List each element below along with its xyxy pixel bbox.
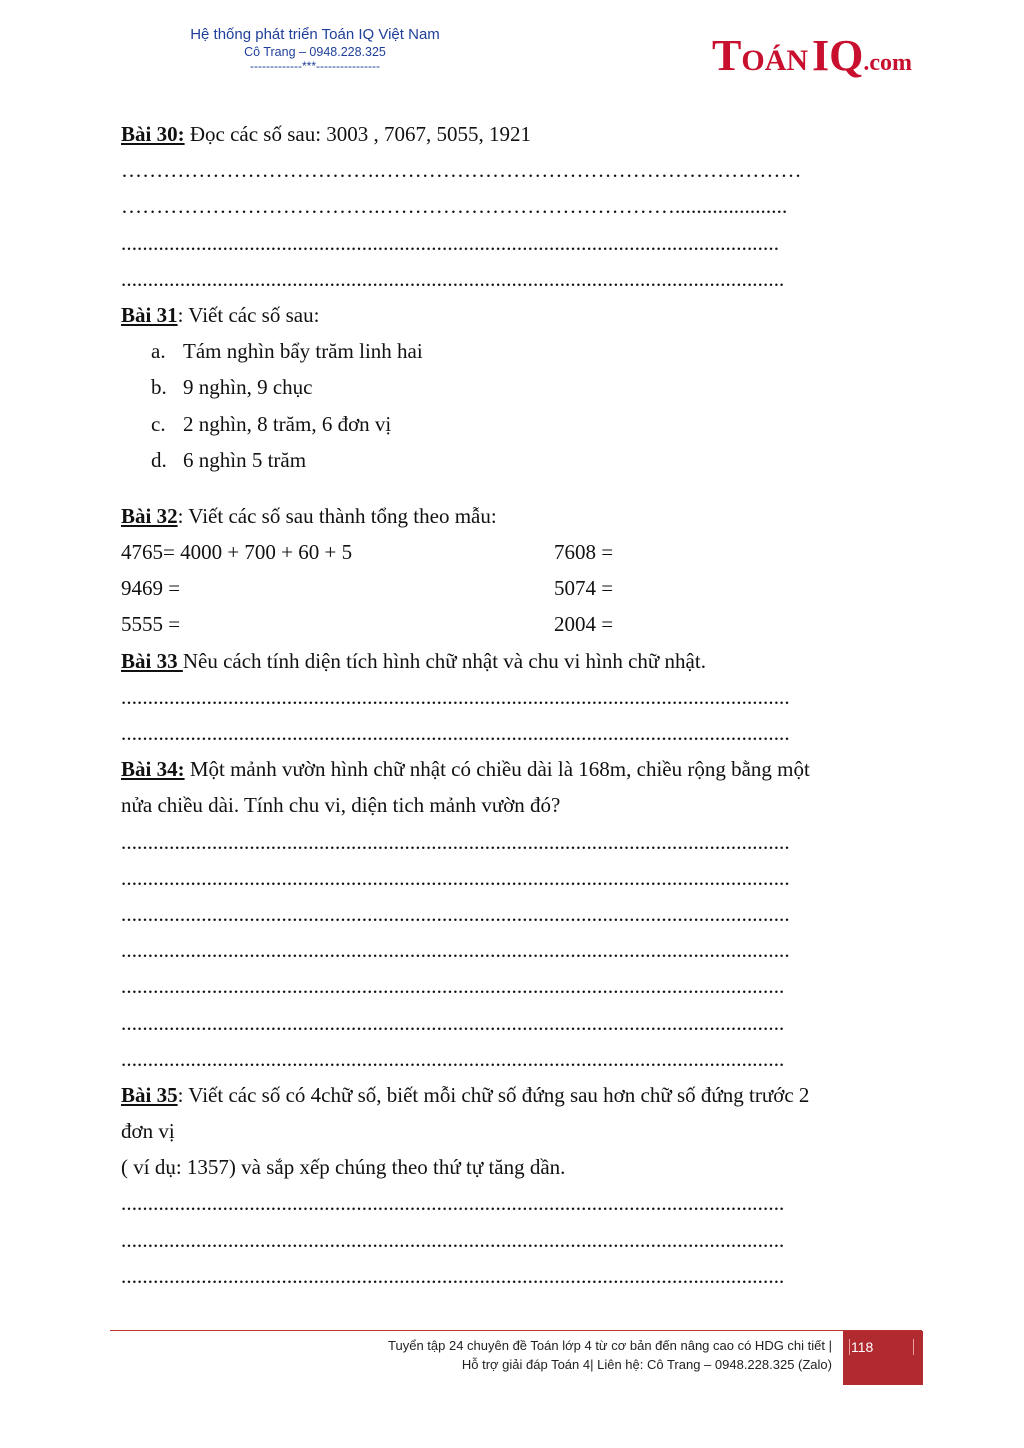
exercise-34-text-continued: nửa chiều dài. Tính chu vi, diện tich mảnh vườn đó? bbox=[121, 793, 561, 818]
answer-line: ............................................................................................................................ bbox=[121, 1227, 785, 1252]
header-divider: -------------***---------------- bbox=[250, 59, 380, 73]
page-number-box bbox=[843, 1331, 923, 1385]
answer-line: ............................................................................................................................ bbox=[121, 1010, 785, 1035]
exercise-35-label: Bài 35 bbox=[121, 1082, 178, 1107]
document-header bbox=[170, 26, 460, 72]
exercise-34-label: Bài 34: bbox=[121, 757, 185, 782]
page-box-divider bbox=[913, 1339, 914, 1355]
logo-com: .com bbox=[863, 50, 913, 76]
sum-left: 4765= 4000 + 700 + 60 + 5 bbox=[121, 540, 353, 565]
answer-line: ............................................................................................................................ bbox=[121, 266, 785, 291]
exercise-35-example: ( ví dụ: 1357) và sắp xếp chúng theo thứ tự tăng dần. bbox=[121, 1155, 566, 1180]
logo-iq: IQ bbox=[812, 31, 864, 80]
sum-right: 2004 = bbox=[554, 612, 614, 637]
answer-line: ............................................................................................................................ bbox=[121, 1046, 785, 1071]
exercise-31-text: : Viết các số sau: bbox=[177, 302, 320, 327]
exercise-35-text: : Viết các số có 4chữ số, biết mỗi chữ số đứng sau hơn chữ số đứng trước 2 bbox=[177, 1082, 810, 1107]
toan-iq-logo bbox=[712, 30, 912, 90]
list-item bbox=[121, 406, 921, 442]
answer-line: ……………………………….……………………………………..................... bbox=[121, 194, 788, 219]
list-item bbox=[121, 442, 921, 478]
answer-line: ............................................................................................................................ bbox=[121, 1263, 785, 1288]
spacer bbox=[121, 478, 921, 498]
exercise-34-heading bbox=[121, 751, 921, 787]
exercise-34-text: Một mảnh vườn hình chữ nhật có chiều dài là 168m, chiều rộng bằng một bbox=[184, 757, 810, 782]
list-item bbox=[121, 333, 921, 369]
sum-left: 5555 = bbox=[121, 612, 181, 637]
list-marker: c. bbox=[151, 411, 166, 436]
header-title: Hệ thống phát triển Toán IQ Việt Nam bbox=[190, 26, 440, 43]
list-item-text: 6 nghìn 5 trăm bbox=[183, 447, 307, 472]
list-item bbox=[121, 369, 921, 405]
footer-text bbox=[280, 1336, 832, 1374]
exercise-33-label: Bài 33 bbox=[121, 648, 183, 673]
exercise-35-text-continued: đơn vị bbox=[121, 1119, 175, 1144]
list-item-text: 9 nghìn, 9 chục bbox=[183, 375, 313, 400]
sum-row bbox=[121, 534, 921, 570]
answer-line: ............................................................................................................................ bbox=[121, 1191, 785, 1216]
footer-line-2: Hỗ trợ giải đáp Toán 4| Liên hệ: Cô Trang – 0948.228.325 (Zalo) bbox=[461, 1357, 832, 1372]
header-contact: Cô Trang – 0948.228.325 bbox=[244, 45, 386, 59]
answer-line: ............................................................................................................................. bbox=[121, 684, 790, 709]
exercise-31-label: Bài 31 bbox=[121, 302, 178, 327]
worksheet-body bbox=[121, 116, 921, 1294]
sum-row bbox=[121, 570, 921, 606]
answer-line: ............................................................................................................................. bbox=[121, 938, 790, 963]
sum-row bbox=[121, 606, 921, 642]
exercise-33-heading bbox=[121, 643, 921, 679]
page-box-divider bbox=[849, 1339, 850, 1355]
exercise-31-heading bbox=[121, 297, 921, 333]
exercise-32-label: Bài 32 bbox=[121, 503, 178, 528]
page-number: 118 bbox=[851, 1339, 874, 1355]
answer-line: ............................................................................................................................. bbox=[121, 901, 790, 926]
exercise-33-text: Nêu cách tính diện tích hình chữ nhật và chu vi hình chữ nhật. bbox=[182, 648, 706, 673]
answer-line: ............................................................................................................................. bbox=[121, 721, 790, 745]
exercise-30-heading bbox=[121, 116, 921, 152]
exercise-32-text: : Viết các số sau thành tổng theo mẫu: bbox=[177, 503, 497, 528]
list-item-text: 2 nghìn, 8 trăm, 6 đơn vị bbox=[183, 411, 392, 436]
sum-right: 5074 = bbox=[554, 576, 614, 601]
answer-line: ……………………………….…………………………………………………… bbox=[121, 158, 802, 183]
exercise-35-heading bbox=[121, 1077, 921, 1113]
exercise-32-heading bbox=[121, 498, 921, 534]
answer-line: ............................................................................................................................. bbox=[121, 865, 790, 890]
footer-rule bbox=[110, 1330, 922, 1331]
answer-line: ........................................................................................................................... bbox=[121, 230, 780, 255]
answer-line: ............................................................................................................................. bbox=[121, 829, 790, 854]
list-marker: b. bbox=[151, 375, 167, 400]
answer-line: ............................................................................................................................ bbox=[121, 974, 785, 999]
sum-right: 7608 = bbox=[554, 540, 614, 565]
list-item-text: Tám nghìn bẩy trăm linh hai bbox=[183, 339, 423, 364]
logo-oan: OÁN bbox=[741, 44, 809, 77]
exercise-30-label: Bài 30: bbox=[121, 122, 185, 146]
exercise-30-text: Đọc các số sau: 3003 , 7067, 5055, 1921 bbox=[184, 122, 532, 146]
list-marker: a. bbox=[151, 339, 166, 364]
footer-line-1: Tuyển tập 24 chuyên đề Toán lớp 4 từ cơ bản đến nâng cao có HDG chi tiết | bbox=[388, 1338, 832, 1353]
list-marker: d. bbox=[151, 447, 167, 472]
sum-left: 9469 = bbox=[121, 576, 181, 601]
logo-letter-t: T bbox=[712, 31, 742, 80]
